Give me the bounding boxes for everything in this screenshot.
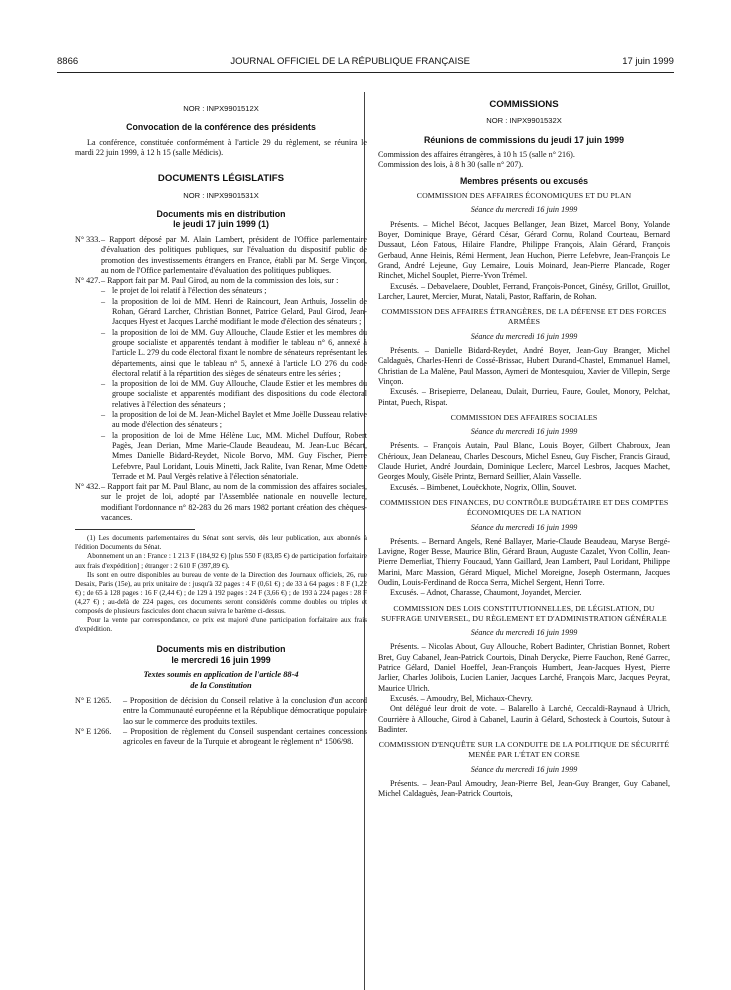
seance-date: Séance du mercredi 16 juin 1999 (470, 427, 578, 437)
commission-section (378, 604, 670, 736)
entry-text: – Proposition de décision du Conseil relative à la conclusion d'un accord entre la Communauté européenne et la République démocratique populaire lao sur le commerce des produits textiles. (123, 695, 367, 726)
seance-date: Séance du mercredi 16 juin 1999 (470, 205, 578, 215)
footnote: (1) Les documents parlementaires du Sénat sont servis, dès leur publication, aux abonnés à l'édition Documents du Sénat. (75, 534, 367, 552)
footnote-rule (75, 529, 195, 530)
commission-section (378, 191, 670, 302)
commission-section (378, 740, 670, 799)
footnote: Abonnement un an : France : 1 213 F (184,92 €) [plus 550 F (83,85 €) de participation forfaitaire aux frais d'expédition] ; étranger : 2 610 F (397,89 €). (75, 552, 367, 570)
entry-number: N° 427. (75, 276, 101, 286)
issue-date: 17 juin 1999 (622, 56, 674, 67)
report-item: – la proposition de loi de Mme Hélène Luc, MM. Michel Duffour, Robert Pagès, Jean Derian, Mme Marie-Claude Beaudeau, M. Jean-Luc Bécart, Mmes Danielle Bidard-Reydet, Nicole Borvo, MM. Guy Fischer, Pierre Lefebvre, Paul Loridant, Louis Minetti, Jack Ralite, Ivan Renar, Mme Odette Terrade et M. Paul Vergès relative à l'élection sénatoriale. (101, 430, 367, 481)
commission-heading: COMMISSION DES AFFAIRES SOCIALES (450, 412, 598, 422)
report-item-text: la proposition de loi de MM. Henri de Raincourt, Jean Arthuis, Josselin de Rohan, Gérard Larcher, Christian Bonnet, Patrice Gelard, Paul Girod, Jean-Jacques Hyest et Jacques Larché modifiant le mode d'élection des sénateurs ; (112, 296, 367, 327)
report-item: – la proposition de loi de M. Jean-Michel Baylet et Mme Joëlle Dusseau relative au mode d'élection des sénateurs ; (101, 410, 367, 430)
delegue-list: Ont délégué leur droit de vote. – Balarello à Larché, Ceccaldi-Raynaud à Ulrich, Courrière à Allouche, Girod à Cabanel, Laurin à Gélard, Schosteck à Courtois, Sutour à Badinter. (378, 704, 670, 734)
commission-heading: COMMISSION DES AFFAIRES ÉCONOMIQUES ET DU PLAN (416, 191, 632, 201)
excuses-list: Excusés. – Adnot, Charasse, Chaumont, Joyandet, Mercier. (390, 588, 582, 598)
distribution-date: le jeudi 17 juin 1999 (1) (173, 219, 269, 230)
document-entry (75, 482, 367, 523)
presents-list: Présents. – Nicolas About, Guy Allouche, Robert Badinter, Christian Bonnet, Robert Bret, Guy Cabanel, Jean-Patrick Courtois, Dinah Derycke, Pierre Fauchon, René Garrec, Patrice Gélard, Daniel Hoeffel, Jean-François Humbert, Jean-Jacques Hyest, Pierre Jarlier, Charles Jolibois, Lucien Lanier, Jacques Larché, François Marc, Jacques Peyrat, Maurice Ulrich. (378, 642, 670, 693)
report-item-text: la proposition de loi de MM. Guy Allouche, Claude Estier et les membres du groupe socialiste et apparentés modifiant des dispositions du code électoral relatives à l'élection des sénateurs ; (112, 379, 367, 409)
entry-number: N° 333. (75, 234, 101, 244)
report-item-text: la proposition de loi de Mme Hélène Luc, MM. Michel Duffour, Robert Pagès, Jean Derian, Mme Marie-Claude Beaudeau, M. Jean-Luc Bécart, Mmes Danielle Bidard-Reydet, Nicole Borvo, MM. Guy Fischer, Pierre Lefebvre, Paul Loridant, Louis Minetti, Jack Ralite, Ivan Renar, Mme Odette Terrade et M. Paul Vergès relative à l'élection sénatoriale. (112, 430, 367, 481)
header-rule (57, 72, 674, 73)
journal-title: JOURNAL OFFICIEL DE LA RÉPUBLIQUE FRANÇAISE (230, 56, 470, 67)
excuses-list: Excusés. – Bimbenet, Louëckhote, Nogrix, Ollin, Souvet. (390, 482, 577, 492)
seance-date: Séance du mercredi 16 juin 1999 (470, 764, 578, 774)
entry-text: – Rapport fait par M. Paul Girod, au nom de la commission des lois, sur : (101, 276, 339, 286)
textes-subtitle: de la Constitution (190, 680, 252, 690)
running-header (57, 56, 674, 70)
nor-reference: NOR : INPX9901531X (183, 190, 259, 200)
presents-list: Présents. – François Autain, Paul Blanc, Louis Boyer, Gilbert Chabroux, Jean Chérioux, Jean Delaneau, Charles Descours, Michel Esneu, Guy Fischer, Francis Giraud, Claude Huriet, André Jourdain, Dominique Leclerc, Marcel Lesbros, Jacques Machet, Georges Mouly, Gisèle Printz, Bernard Seillier, Alain Vasselle. (378, 441, 670, 482)
left-column (75, 98, 367, 747)
footnote: Ils sont en outre disponibles au bureau de vente de la Direction des Journaux officiels, 26, rue Desaix, Paris (15e), au prix unitaire de : jusqu'à 32 pages : 4 F (0,61 €) ; de 33 à 64 pages : 8 F (1,22 €) ; de 65 à 128 pages : 16 F (2,44 €) ; de 129 à 192 pages : 24 F (3,66 €) ; de 193 à 224 pages : 28 F (4,27 €) ; au-delà de 224 pages, ces documents seront considérés comme doubles ou triples et composés de plusieurs fascicules dont chacun suivra le barème ci-dessus. (75, 570, 367, 616)
presents-list: Présents. – Bernard Angels, René Ballayer, Marie-Claude Beaudeau, Maryse Bergé-Lavigne, Roger Besse, Maurice Blin, Gérard Braun, Auguste Cazalet, Yvon Collin, Jean-Pierre Demerliat, Thierry Foucaud, Yann Gaillard, Jean Lambert, Paul Loridant, Philippe Marini, Marc Massion, Gérard Miquel, Michel Moreigne, Joseph Ostermann, Jacques Oudin, Louis-Ferdinand de Rocca Serra, Michel Sergent, Henri Torre. (378, 536, 670, 587)
e-document-entry (75, 727, 367, 748)
footnote: Pour la vente par correspondance, ce prix est majoré d'une participation forfaitaire aux frais d'expédition. (75, 616, 367, 634)
commission-heading: COMMISSION DES FINANCES, DU CONTRÔLE BUDGÉTAIRE ET DES COMPTES ÉCONOMIQUES DE LA NATION (379, 497, 669, 518)
distribution-date: le mercredi 16 juin 1999 (171, 654, 271, 665)
nor-reference: NOR : INPX9901512X (183, 104, 259, 113)
document-entry (75, 276, 367, 286)
membres-title: Membres présents ou excusés (459, 175, 589, 186)
reunions-title: Réunions de commissions du jeudi 17 juin 1999 (424, 134, 624, 145)
reunion-line: Commission des affaires étrangères, à 10 h 15 (salle n° 216). (378, 150, 575, 160)
documents-title: DOCUMENTS LÉGISLATIFS (157, 173, 285, 185)
excuses-list: Excusés. – Brisepierre, Delaneau, Dulait, Durrieu, Faure, Goulet, Monory, Pelchat, Pintat, Puech, Rispat. (378, 387, 670, 407)
reunion-line: Commission des lois, à 8 h 30 (salle n° 207). (378, 160, 524, 170)
entry-number: N° 432. (75, 482, 101, 492)
report-item-text: la proposition de loi de M. Jean-Michel Baylet et Mme Joëlle Dusseau relative au mode d'élection des sénateurs ; (112, 410, 367, 430)
page-number: 8866 (57, 56, 79, 67)
commission-section (378, 307, 670, 408)
entry-text: – Rapport déposé par M. Alain Lambert, président de l'Office parlementaire d'évaluation des politiques publiques, sur l'évaluation du dispositif public de promotion des investissements étrangers en France, établi par M. Serge Vinçon, au nom de l'Office parlementaire d'évaluation des politiques publiques. (101, 234, 367, 275)
convocation-title: Convocation de la conférence des présidents (126, 122, 316, 133)
convocation-text: La conférence, constituée conformément à l'article 29 du règlement, se réunira le mardi 22 juin 1999, à 12 h 15 (salle Médicis). (75, 137, 367, 158)
report-item: – la proposition de loi de MM. Guy Allouche, Claude Estier et les membres du groupe socialiste et apparentés tendant à modifier le tableau n° 6, annexé à l'article L. 279 du code électoral fixant le nombre de sénateurs représentant les départements, ainsi que le tableau n° 5, annexé à l'article LO 276 du code électoral relatif à la répartition des sièges de sénateurs entre les séries ; (101, 327, 367, 378)
commissions-title: COMMISSIONS (489, 99, 559, 110)
entry-text: – Rapport fait par M. Paul Blanc, au nom de la commission des affaires sociales, sur le projet de loi, adopté par l'Assemblée nationale en nouvelle lecture, modifiant l'ordonnance n° 82-283 du 26 mars 1982 portant création des chèques-vacances. (101, 482, 367, 522)
right-column (378, 98, 670, 800)
seance-date: Séance du mercredi 16 juin 1999 (470, 331, 578, 341)
e-document-entry (75, 696, 367, 727)
report-item-text: la proposition de loi de MM. Guy Allouche, Claude Estier et les membres du groupe socialiste et apparentés tendant à modifier le tableau n° 6, annexé à l'article L. 279 du code électoral fixant le nombre de sénateurs représentant les départements, ainsi que le tableau n° 5, annexé à l'article LO 276 du code électoral relatif à la répartition des sièges de sénateurs entre les séries ; (112, 327, 367, 378)
report-item: – la proposition de loi de MM. Guy Allouche, Claude Estier et les membres du groupe socialiste et apparentés modifiant des dispositions du code électoral relatives à l'élection des sénateurs ; (101, 379, 367, 409)
entry-number: N° E 1266. (75, 726, 112, 736)
document-entry (75, 235, 367, 276)
excuses-list: Excusés. – Debavelaere, Doublet, Ferrand, François-Poncet, Ginésy, Grillot, Gruillot, Larcher, Lauret, Mercier, Murat, Natali, Pastor, Raffarin, de Rohan. (378, 281, 670, 301)
commission-section (378, 498, 670, 599)
presents-list: Présents. – Jean-Paul Amoudry, Jean-Pierre Bel, Jean-Guy Branger, Guy Cabanel, Michel Caldaguès, Jean-Patrick Courtois, (378, 779, 670, 799)
excuses-list: Excusés. – Amoudry, Bel, Michaux-Chevry. (390, 693, 533, 703)
presents-list: Présents. – Danielle Bidard-Reydet, André Boyer, Jean-Guy Branger, Michel Caldaguès, Charles-Henri de Cossé-Brissac, Hubert Durand-Chastel, Emmanuel Hamel, Christian de La Malène, Paul Masson, Aymeri de Montesquiou, Xavier de Villepin, Serge Vinçon. (378, 346, 670, 386)
commission-heading: COMMISSION DES AFFAIRES ÉTRANGÈRES, DE LA DÉFENSE ET DES FORCES ARMÉES (381, 307, 667, 327)
nor-reference: NOR : INPX9901532X (486, 116, 562, 126)
entry-text: – Proposition de règlement du Conseil suspendant certaines concessions agricoles en faveur de la Turquie et abrogeant le règlement n° 1506/98. (123, 726, 367, 747)
seance-date: Séance du mercredi 16 juin 1999 (470, 628, 578, 638)
report-item-text: le projet de loi relatif à l'élection des sénateurs ; (112, 286, 267, 296)
distribution-title: Documents mis en distribution (156, 208, 286, 219)
report-item: – la proposition de loi de MM. Henri de Raincourt, Jean Arthuis, Josselin de Rohan, Gérard Larcher, Christian Bonnet, Patrice Gelard, Paul Girod, Jean-Jacques Hyest et Jacques Larché modifiant le mode d'élection des sénateurs ; (101, 296, 367, 327)
report-item: – le projet de loi relatif à l'élection des sénateurs ; (101, 286, 367, 296)
commission-heading: COMMISSION DES LOIS CONSTITUTIONNELLES, DE LÉGISLATION, DU SUFFRAGE UNIVERSEL, DU RÈGLEMENT ET D'ADMINISTRATION GÉNÉRALE (381, 603, 667, 623)
commission-heading: COMMISSION D'ENQUÊTE SUR LA CONDUITE DE LA POLITIQUE DE SÉCURITÉ MENÉE PAR L'ÉTAT EN CORSE (378, 740, 670, 760)
seance-date: Séance du mercredi 16 juin 1999 (470, 522, 578, 532)
distribution-title: Documents mis en distribution (156, 644, 286, 655)
presents-list: Présents. – Michel Bécot, Jacques Bellanger, Jean Bizet, Marcel Bony, Yolande Boyer, Dominique Braye, Gérard César, Gérard Cornu, Roland Courteau, Bernard Dussaut, Léon Fatous, Hilaire Flandre, Philippe François, Alain Gérard, François Gerbaud, Anne Heinis, Rémi Herment, Jean Huchon, Pierre Lefebvre, Jean-François Le Grand, André Lejeune, Guy Lemaire, Louis Moinard, Jean-Pierre Plancade, Roger Rinchet, Michel Souplet, Pierre-Yvon Trémel. (378, 219, 670, 281)
commission-section (378, 413, 670, 493)
entry-number: N° E 1265. (75, 695, 112, 705)
textes-title: Textes soumis en application de l'article 88-4 (143, 670, 299, 680)
